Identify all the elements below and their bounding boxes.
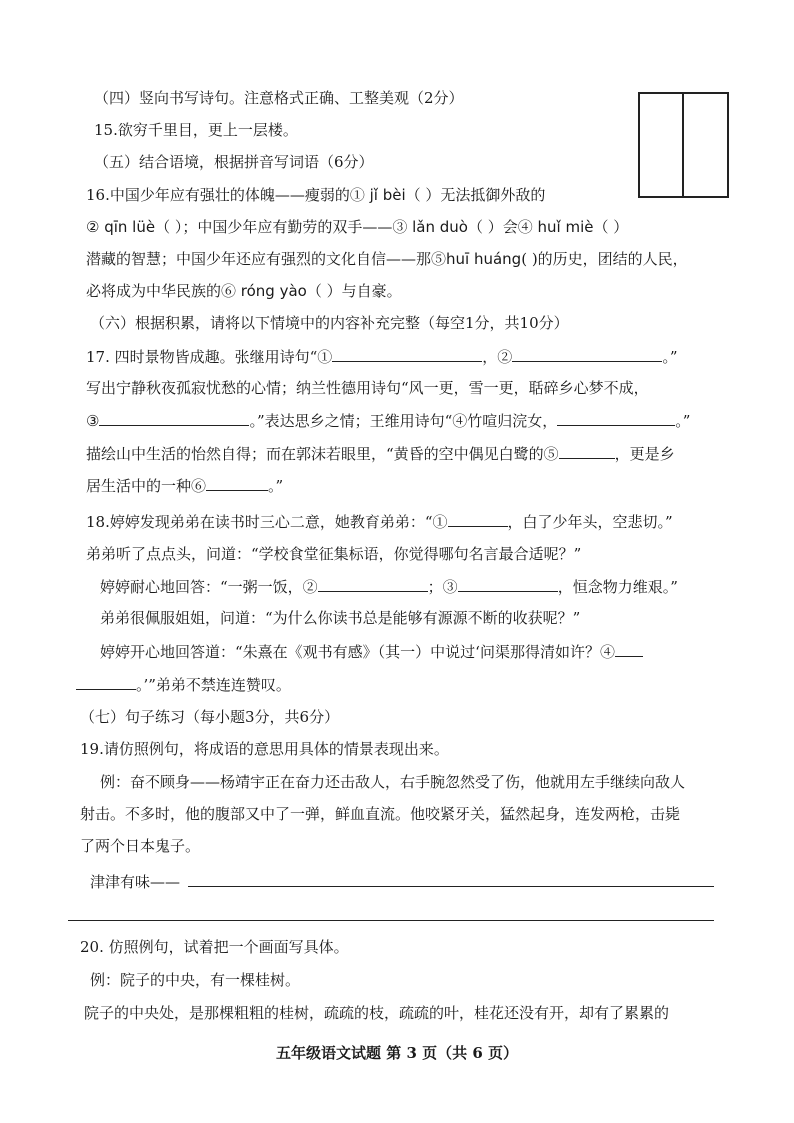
q16-blank-1[interactable]: （ ）无法抵御外敌的 [405, 186, 546, 204]
idiom-prompt: 津津有味—— [90, 873, 181, 891]
q17-blank-5[interactable] [559, 442, 615, 459]
question-16-line-2 [86, 216, 628, 238]
q17-text-3: 。” [662, 348, 678, 366]
question-18-line-3 [100, 575, 678, 598]
question-18-line-6 [76, 673, 291, 696]
example-19-line-3: 了两个日本鬼子。 [80, 837, 201, 855]
q16-text-d: 必将成为中华民族的⑥ [86, 282, 241, 300]
question-19: 19.请仿照例句，将成语的意思用具体的情景表现出来。 [80, 740, 449, 758]
q18-blank-4b[interactable] [76, 673, 136, 690]
section-7-title: （七）句子练习（每小题3分，共6分） [80, 708, 340, 726]
question-15: 15.欲穷千里目，更上一层楼。 [94, 121, 298, 139]
question-16-line-4 [86, 280, 402, 302]
question-18-line-5 [100, 640, 643, 663]
pinyin-4: huǐ miè [537, 218, 594, 236]
section-6-title: （六）根据积累，请将以下情境中的内容补充完整（每空1分，共10分） [90, 314, 569, 332]
q16-text-a: 16.中国少年应有强壮的体魄——瘦弱的① [86, 186, 370, 204]
q18-text-5: ，恒念物力维艰。” [557, 578, 678, 596]
pinyin-3: lǎn duò [412, 218, 468, 236]
q17-blank-3[interactable] [99, 409, 249, 426]
q17-blank-1[interactable] [332, 345, 482, 362]
q17-text-5: 。”表达思乡之情；王维用诗句“④竹喧归浣女， [249, 412, 558, 430]
question-17-line-1 [86, 345, 677, 368]
q18-text-7: 。’”弟弟不禁连连赞叹。 [136, 676, 291, 694]
answer-line-2[interactable] [68, 920, 714, 921]
q16-text-b: ② [86, 218, 105, 236]
q16-text-c: 潜藏的智慧；中国少年还应有强烈的文化自信——那⑤ [86, 250, 447, 268]
section-4-title: （四）竖向书写诗句。注意格式正确、工整美观（2分） [94, 89, 464, 107]
q18-text-6: 婷婷开心地回答道：“朱熹在《观书有感》（其一）中说过‘问渠那得清如许？④ [100, 643, 615, 661]
vertical-writing-box[interactable] [638, 92, 729, 198]
q16-blank-3[interactable]: （ ）会④ [467, 218, 538, 236]
question-18-line-1 [86, 510, 673, 533]
example-20-line-2: 院子的中央处，是那棵粗粗的桂树，疏疏的枝，疏疏的叶，桂花还没有开，却有了累累的 [84, 1004, 670, 1022]
q18-text-1: 18.婷婷发现弟弟在读书时三心二意，她教育弟弟：“① [86, 513, 448, 531]
question-17-line-5 [86, 474, 283, 497]
pinyin-1: jǐ bèi [369, 186, 406, 204]
q17-blank-4[interactable] [557, 409, 675, 426]
q16-blank-5[interactable]: ( )的历史，团结的人民， [521, 250, 688, 268]
section-5-title: （五）结合语境，根据拼音写词语（6分） [94, 153, 374, 171]
q17-text-10: 。” [268, 477, 284, 495]
page-footer: 五年级语文试题 第 3 页（共 6 页） [276, 1044, 518, 1062]
q17-text-9: 居生活中的一种⑥ [86, 477, 207, 495]
pinyin-6: róng yào [240, 282, 307, 300]
q17-text-8: ，更是乡 [614, 445, 675, 463]
q16-blank-2[interactable]: （ ）；中国少年应有勤劳的双手——③ [155, 218, 413, 236]
question-18-line-4: 弟弟很佩服姐姐，问道：“为什么你读书总是能够有源源不断的收获呢？” [100, 609, 581, 627]
q17-blank-2[interactable] [512, 345, 662, 362]
q18-blank-2[interactable] [318, 575, 428, 592]
question-18-line-2: 弟弟听了点点头，问道：“学校食堂征集标语，你觉得哪句名言最合适呢？” [86, 545, 582, 563]
question-17-line-2: 写出宁静秋夜孤寂忧愁的心情；纳兰性德用诗句“风一更，雪一更，聒碎乡心梦不成， [86, 379, 649, 397]
q18-blank-4a[interactable] [615, 640, 643, 657]
pinyin-5: huī huáng [446, 250, 522, 268]
q18-text-4: ；③ [427, 578, 458, 596]
q18-text-3: 婷婷耐心地回答：“一粥一饭，② [100, 578, 318, 596]
example-19-line-1: 例：奋不顾身——杨靖宇正在奋力还击敌人，右手腕忽然受了伤，他就用左手继续向敌人 [100, 773, 686, 791]
question-17-line-4 [86, 442, 675, 465]
question-16-line-3 [86, 248, 688, 270]
q16-blank-4[interactable]: （ ） [593, 218, 629, 236]
q18-text-2: ，白了少年头，空悲切。” [507, 513, 673, 531]
q17-text-1: 17. 四时景物皆成趣。张继用诗句“① [86, 348, 333, 366]
q18-blank-1[interactable] [448, 510, 508, 527]
q16-blank-6[interactable]: （ ）与自豪。 [306, 282, 402, 300]
example-20-line-1: 例：院子的中央，有一棵桂树。 [90, 971, 301, 989]
question-20: 20. 仿照例句，试着把一个画面写具体。 [80, 938, 349, 956]
question-17-line-3 [86, 409, 690, 432]
q18-blank-3[interactable] [458, 575, 558, 592]
q17-blank-6[interactable] [206, 474, 268, 491]
question-16-line-1 [86, 184, 545, 206]
pinyin-2: qīn lüè [104, 218, 156, 236]
box-divider [682, 94, 684, 196]
example-19-line-2: 射击。不多时，他的腹部又中了一弹，鲜血直流。他咬紧牙关，猛然起身，连发两枪，击毙 [80, 805, 681, 823]
q17-text-2: ，② [482, 348, 513, 366]
q17-text-6: 。” [675, 412, 691, 430]
answer-line-1[interactable] [188, 886, 714, 887]
q17-text-7: 描绘山中生活的怡然自得；而在郭沫若眼里，“黄昏的空中偶见白鹭的⑤ [86, 445, 559, 463]
q17-text-4: ③ [86, 412, 100, 430]
